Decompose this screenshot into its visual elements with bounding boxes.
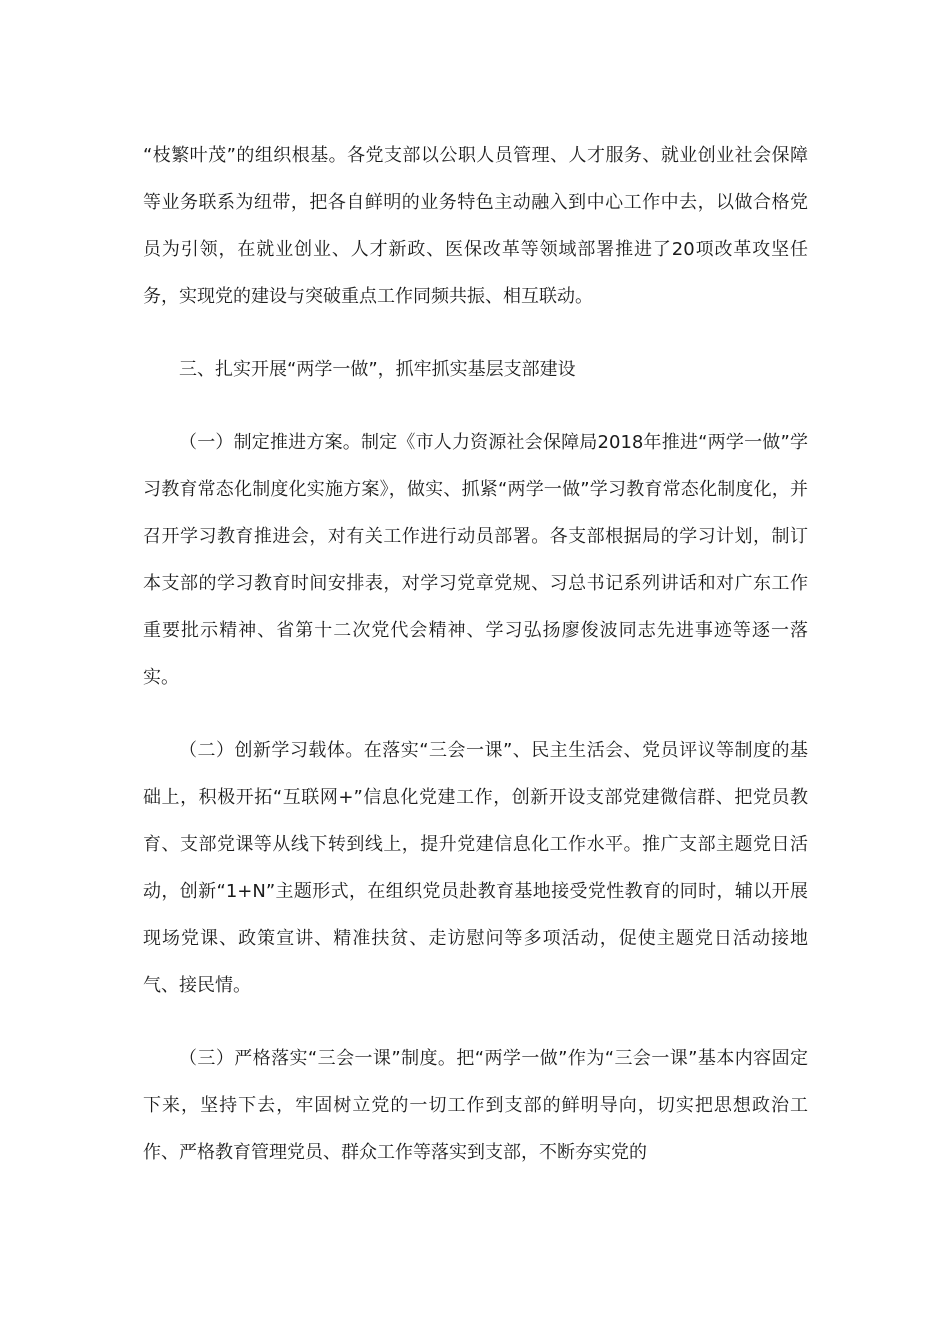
paragraph-continuation: “枝繁叶茂”的组织根基。各党支部以公职人员管理、人才服务、就业创业社会保障等业务联系为纽带，把各自鲜明的业务特色主动融入到中心工作中去，以做合格党员为引领，在就业创业、人才新政、医保改革等领域部署推进了20项改革攻坚任务，实现党的建设与突破重点工作同频共振、相互联动。 (143, 145, 808, 307)
paragraph-carrier: （二）创新学习载体。在落实“三会一课”、民主生活会、党员评议等制度的基础上，积极开拓“互联网+”信息化党建工作，创新开设支部党建微信群、把党员教育、支部党课等从线下转到线上，提升党建信息化工作水平。推广支部主题党日活动，创新“1+N”主题形式，在组织党员赴教育基地接受党性教育的同时，辅以开展现场党课、政策宣讲、精准扶贫、走访慰问等多项活动，促使主题党日活动接地气、接民情。 (143, 740, 808, 996)
document-body (143, 132, 808, 1176)
paragraph-plan: （一）制定推进方案。制定《市人力资源社会保障局2018年推进“两学一做”学习教育常态化制度化实施方案》，做实、抓紧“两学一做”学习教育常态化制度化，并召开学习教育推进会，对有关工作进行动员部署。各支部根据局的学习计划，制订本支部的学习教育时间安排表，对学习党章党规、习总书记系列讲话和对广东工作重要批示精神、省第十二次党代会精神、学习弘扬廖俊波同志先进事迹等逐一落实。 (143, 432, 808, 688)
paragraph-system: （三）严格落实“三会一课”制度。把“两学一做”作为“三会一课”基本内容固定下来，坚持下去，牢固树立党的一切工作到支部的鲜明导向，切实把思想政治工作、严格教育管理党员、群众工作等落实到支部，不断夯实党的 (143, 1048, 808, 1163)
section-heading: 三、扎实开展“两学一做”，抓牢抓实基层支部建设 (179, 359, 576, 380)
